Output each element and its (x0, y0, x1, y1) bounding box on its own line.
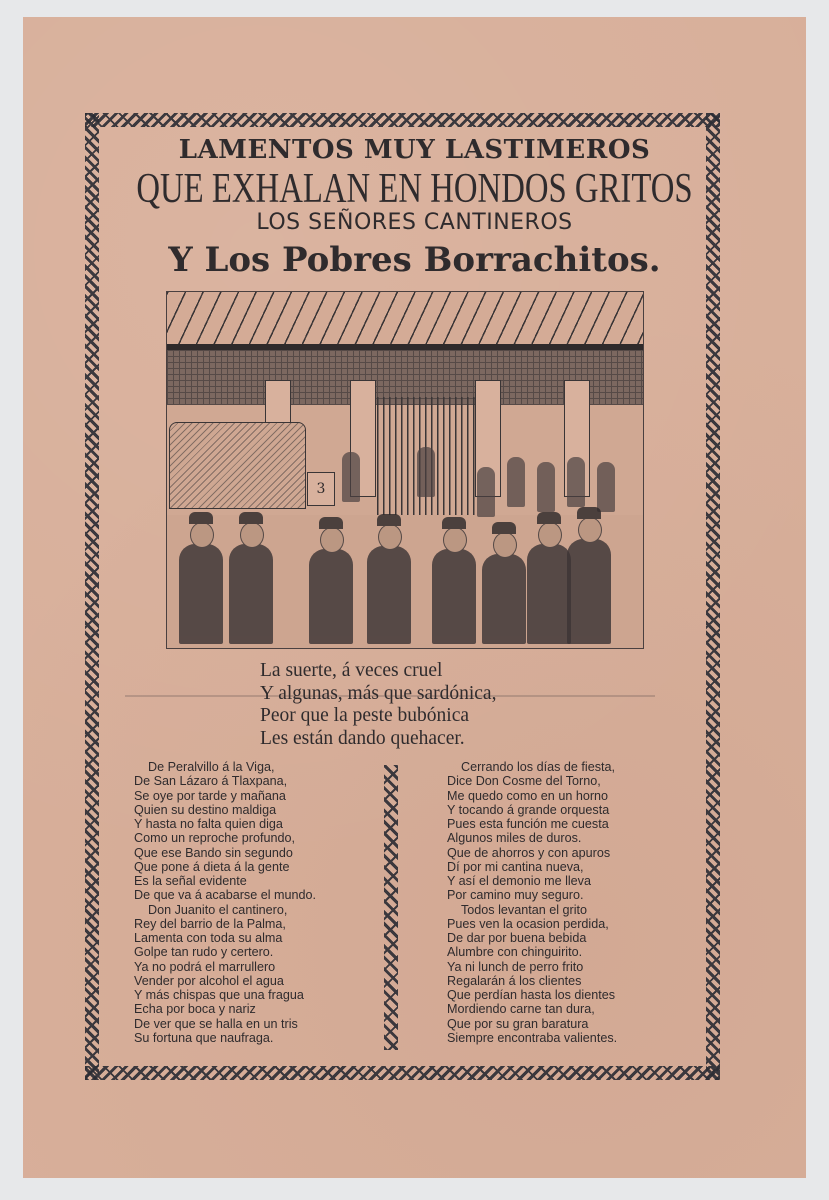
verse-line: Y más chispas que una fragua (134, 988, 304, 1002)
title-line-1: LAMENTOS MUY LASTIMEROS (178, 135, 651, 165)
tram-number: 3 (307, 472, 335, 506)
shed-roof (167, 292, 643, 350)
verse-line: Pues esta función me cuesta (447, 817, 609, 831)
verse-line: Todos levantan el grito (461, 902, 588, 917)
verse-line: Alumbre con chinguirito. (447, 945, 583, 960)
verse-line: Que perdían hasta los dientes (447, 988, 616, 1002)
crowd-figure (537, 462, 555, 512)
verse-line: Que de ahorros y con apuros (447, 845, 611, 860)
verse-line: De dar por buena bebida (447, 931, 587, 945)
stanza (134, 903, 316, 1046)
verse-line: Y hasta no falta quien diga (134, 817, 283, 831)
verse-line: Es la señal evidente (134, 874, 247, 888)
floral-column-divider (384, 765, 398, 1050)
verse-line: Que pone á dieta á la gente (134, 859, 290, 874)
verse-line: Pues ven la ocasion perdida, (447, 916, 609, 931)
crowd-figure (567, 457, 585, 507)
figure-gatekeeper (417, 447, 435, 497)
verse-line: Lamenta con toda su alma (134, 931, 283, 945)
stanza (134, 760, 316, 903)
verse-line: Dí por mi cantina nueva, (447, 859, 584, 874)
verse-line: Y tocando á grande orquesta (447, 802, 610, 817)
verse-line: Se oye por tarde y mañana (134, 788, 286, 803)
verse-line: De Peralvillo á la Viga, (148, 760, 275, 774)
man-in-bowler-hat (432, 549, 476, 644)
title-line-3: LOS SEÑORES CANTINEROS (256, 210, 573, 235)
verse-line: Por camino muy seguro. (447, 888, 584, 903)
verse-line: Mordiendo carne tan dura, (447, 1002, 595, 1017)
crowd-figure (597, 462, 615, 512)
verse-line: Me quedo como en un horno (447, 788, 609, 803)
title-line-2: QUE EXHALAN EN HONDOS GRITOS (136, 166, 693, 212)
verse-line: Echa por boca y nariz (134, 1002, 256, 1017)
verse-column-right (447, 760, 617, 1045)
title-line-4: Y Los Pobres Borrachitos. (168, 240, 661, 280)
man-in-bowler-hat (179, 544, 223, 644)
verse-line: Regalarán á los clientes (447, 973, 582, 988)
stanza (447, 903, 617, 1046)
verse-line: Y así el demonio me lleva (447, 874, 591, 888)
crowd-figure (507, 457, 525, 507)
verse-line: Algunos miles de duros. (447, 831, 582, 846)
tram-car (169, 422, 306, 509)
verse-line: Como un reproche profundo, (134, 831, 296, 846)
quatrain-line: Peor que la peste bubónica (260, 705, 470, 726)
verse-line: Vender por alcohol el agua (134, 973, 284, 988)
opening-quatrain (260, 660, 496, 750)
verse-line: Siempre encontraba valientes. (447, 1030, 618, 1045)
verse-line: De San Lázaro á Tlaxpana, (134, 774, 288, 789)
verse-line: Que ese Bando sin segundo (134, 845, 293, 860)
stanza (447, 760, 617, 903)
floral-border-top (85, 113, 720, 127)
verse-column-left (134, 760, 316, 1045)
verse-line: Ya ni lunch de perro frito (447, 959, 584, 974)
crowd-figure (477, 467, 495, 517)
verse-line: Don Juanito el cantinero, (148, 902, 288, 917)
man-in-bowler-hat (367, 546, 411, 644)
figure-running (342, 452, 360, 502)
man-in-bowler-hat (482, 554, 526, 644)
man-in-bowler-hat (567, 539, 611, 644)
verse-line: Ya no podrá el marrullero (134, 959, 276, 974)
man-in-bowler-hat (527, 544, 571, 644)
verse-line: Golpe tan rudo y certero. (134, 945, 274, 960)
floral-border-bottom (85, 1066, 720, 1080)
verse-line: Dice Don Cosme del Torno, (447, 774, 601, 789)
quatrain-line: Y algunas, más que sardónica, (260, 682, 497, 704)
verse-line: Cerrando los días de fiesta, (461, 760, 616, 774)
engraving-illustration (166, 291, 644, 649)
verse-line: Que por su gran baratura (447, 1016, 589, 1031)
quatrain-line: Les están dando quehacer. (260, 727, 465, 749)
man-in-bowler-hat (229, 544, 273, 644)
verse-line: De ver que se halla en un tris (134, 1016, 298, 1031)
verse-line: De que va á acabarse el mundo. (134, 888, 317, 903)
quatrain-line: La suerte, á veces cruel (260, 660, 443, 681)
verse-line: Rey del barrio de la Palma, (134, 916, 286, 931)
man-in-bowler-hat (309, 549, 353, 644)
verse-line: Su fortuna que naufraga. (134, 1030, 274, 1045)
verse-line: Quien su destino maldiga (134, 802, 277, 817)
